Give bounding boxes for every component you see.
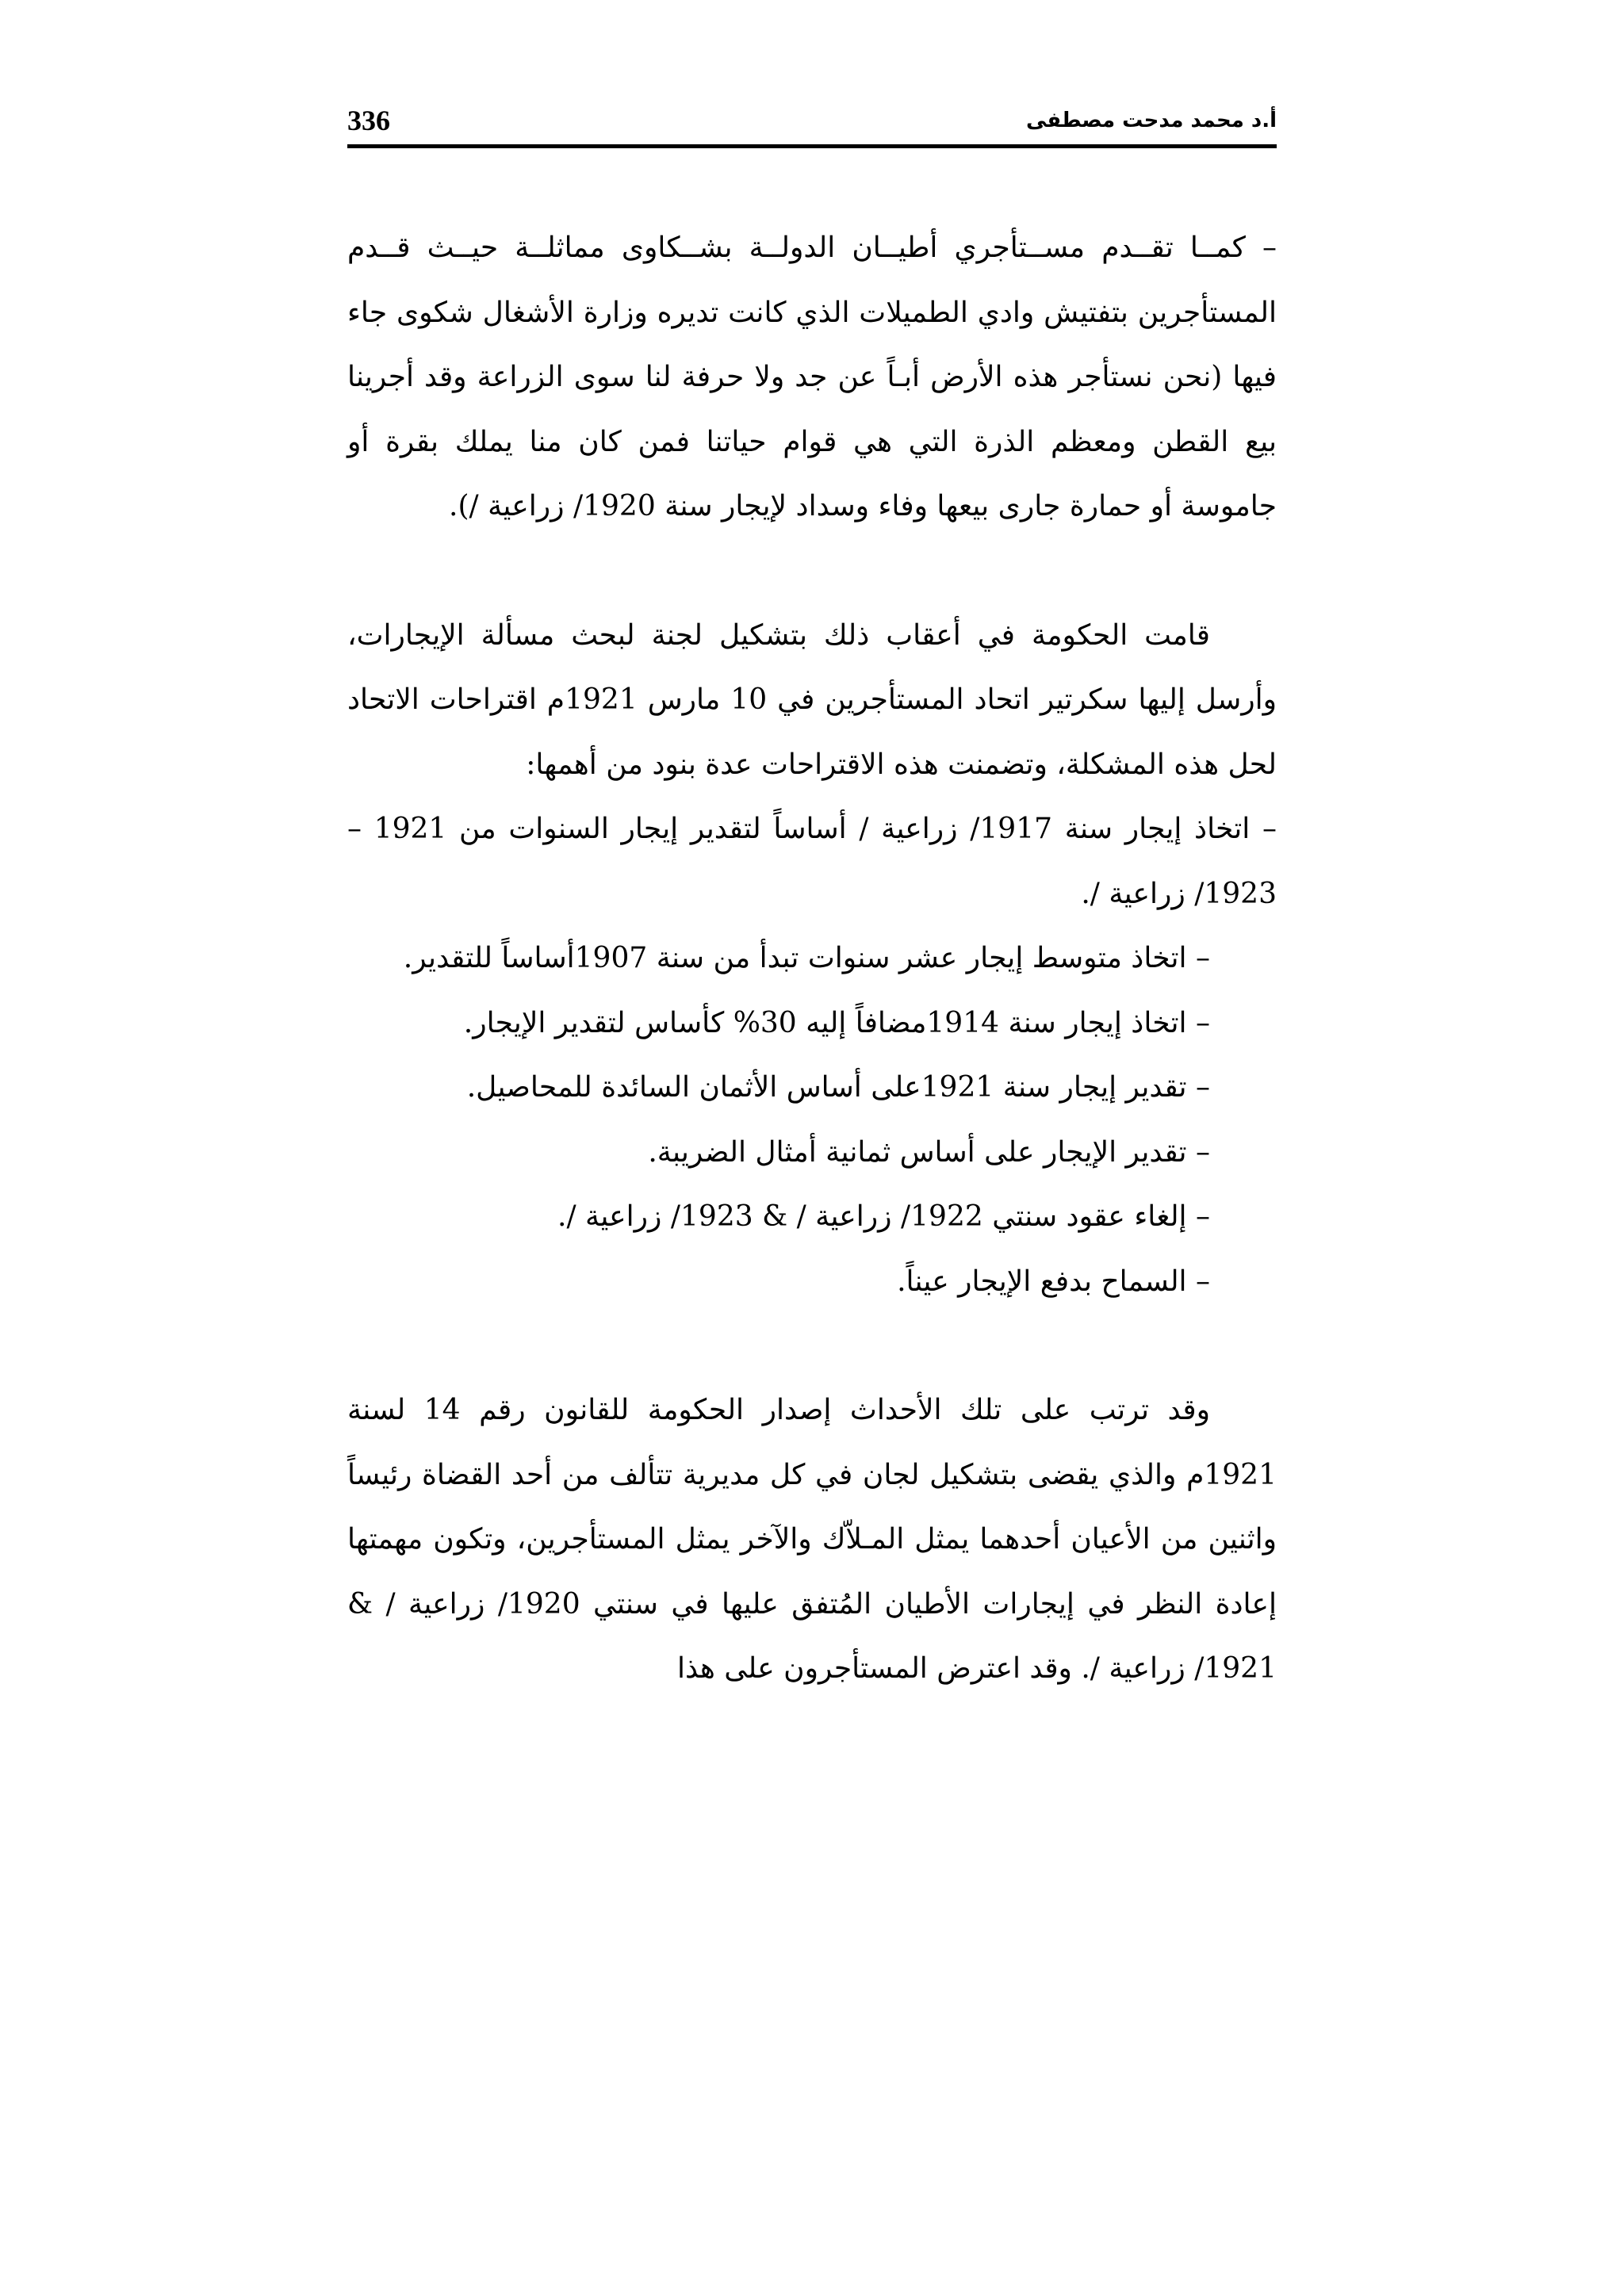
proposal-item: – تقدير الإيجار على أساس ثمانية أمثال الضريبة. bbox=[648, 1135, 1210, 1169]
paragraph-committee: قامت الحكومة في أعقاب ذلك بتشكيل لجنة لبحث مسألة الإيجارات، وأرسل إليها سكرتير اتحاد المستأجرين في 10 مارس 1921م اقتراحات الاتحاد لحل هذه المشكلة، وتضمنت هذه الاقتراحات عدة بنود من أهمها: bbox=[347, 618, 1277, 781]
header-rule bbox=[347, 144, 1277, 148]
proposal-item: – اتخاذ إيجار سنة 1917/ زراعية / أساساً لتقدير إيجار السنوات من 1921 – 1923/ زراعية /. bbox=[347, 813, 1277, 910]
proposal-item: – تقدير إيجار سنة 1921على أساس الأثمان السائدة للمحاصيل. bbox=[466, 1071, 1210, 1104]
paragraph-complaints: – كمــا تقــدم مســتأجري أطيــان الدولــة بشــكاوى مماثلــة حيــث قــدم المستأجرين بتفتيش وادي الطميلات الذي كانت تديره وزارة الأشغال شكوى جاء فيها (نحن نستأجر هذه الأرض أبـاً عن جد ولا حرفة لنا سوى الزراعة وقد أجرينا بيع القطن ومعظم الذرة التي هي قوام حياتنا فمن كان منا يملك بقرة أو جاموسة أو حمارة جارى بيعها وفاء وسداد لإيجار سنة 1920/ زراعية /). bbox=[347, 232, 1277, 522]
page-number: 336 bbox=[347, 105, 390, 136]
page-header bbox=[347, 87, 1277, 151]
proposal-item: – إلغاء عقود سنتي 1922/ زراعية / & 1923/ زراعية /. bbox=[557, 1200, 1210, 1233]
proposal-item: – اتخاذ متوسط إيجار عشر سنوات تبدأ من سنة 1907أساساً للتقدير. bbox=[403, 942, 1210, 974]
proposal-item: – السماح بدفع الإيجار عيناً. bbox=[897, 1265, 1210, 1298]
proposal-item: – اتخاذ إيجار سنة 1914مضافاً إليه 30% كأساس لتقدير الإيجار. bbox=[463, 1006, 1210, 1039]
running-head-author: أ.د محمد مدحت مصطفى bbox=[1025, 109, 1277, 132]
page-body bbox=[347, 216, 1277, 1701]
paragraph-gap bbox=[347, 539, 1277, 603]
paragraph-gap bbox=[347, 1314, 1277, 1378]
paragraph-law-14: وقد ترتب على تلك الأحداث إصدار الحكومة للقانون رقم 14 لسنة 1921م والذي يقضى بتشكيل لجان في كل مديرية تتألف من أحد القضاة رئيساً واثنين من الأعيان أحدهما يمثل المـلاّك والآخر يمثل المستأجرين، وتكون مهمتها إعادة النظر في إيجارات الأطيان المُتفق عليها في سنتي 1920/ زراعية / & 1921/ زراعية /. وقد اعترض المستأجرون على هذا bbox=[347, 1394, 1277, 1685]
